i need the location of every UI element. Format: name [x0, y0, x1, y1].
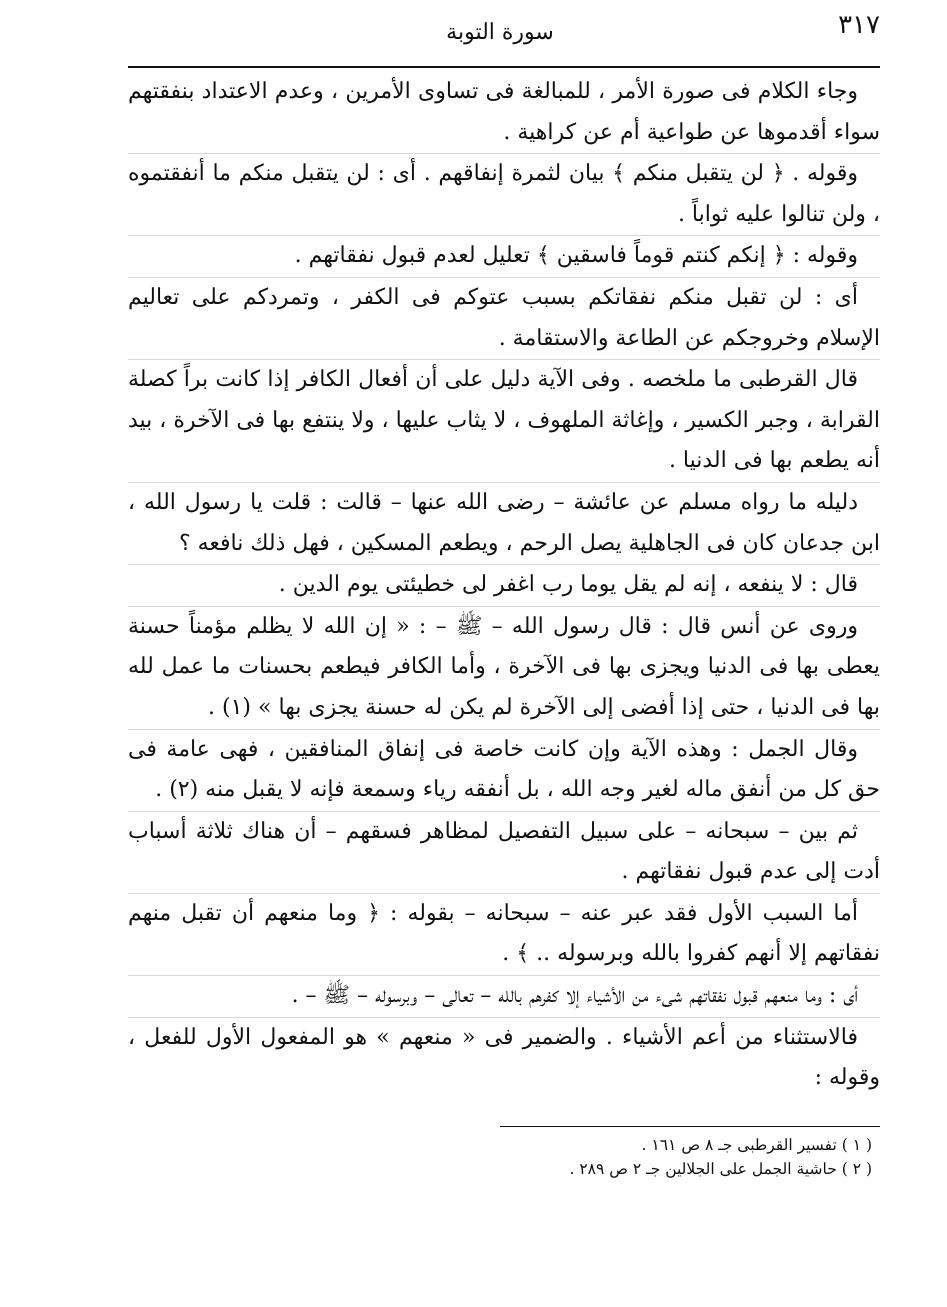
- paragraph: وجاء الكلام فى صورة الأمر ، للمبالغة فى تساوى الأمرين ، وعدم الاعتداد بنفقتهم سواء أقدموها عن طواعية أم عن كراهية .: [128, 79, 880, 145]
- paragraph: قال القرطبى ما ملخصه . وفى الآية دليل على أن أفعال الكافر إذا كانت براً كصلة القرابة ، وجبر الكسير ، وإغاثة الملهوف ، لا يثاب عليها ، ولا ينتفع بها فى الآخرة ، بيد أنه يطعم بها فى الدنيا .: [128, 359, 880, 482]
- footnote-rule: [500, 1126, 880, 1127]
- footnotes: [380, 1133, 880, 1181]
- paragraph: دليله ما رواه مسلم عن عائشة – رضى الله عنها – قالت : قلت يا رسول الله ، ابن جدعان كان فى الجاهلية يصل الرحم ، ويطعم المسكين ، فهل ذلك نافعه ؟: [128, 482, 880, 564]
- main-text: [128, 72, 880, 1099]
- paragraph: وقوله . ﴿ لن يتقبل منكم ﴾ بيان لثمرة إنفاقهم . أى : لن يتقبل منكم ما أنفقتموه ، ولن تنالوا عليه ثواباً .: [128, 153, 880, 235]
- paragraph: قال : لا ينفعه ، إنه لم يقل يوما رب اغفر لى خطيئتى يوم الدين .: [128, 564, 880, 606]
- running-title: سورة التوبة: [446, 20, 554, 45]
- paragraph: وروى عن أنس قال : قال رسول الله – ﷺ – : « إن الله لا يظلم مؤمناً حسنة يعطى بها فى الدنيا ويجزى بها فى الآخرة ، وأما الكافر فيطعم بحسنات ما عمل لله بها فى الدنيا ، حتى إذا أفضى إلى الآخرة لم يكن له حسنة يجزى بها » (١) .: [128, 606, 880, 729]
- paragraph: فالاستثناء من أعم الأشياء . والضمير فى « منعهم » هو المفعول الأول للفعل ، وقوله :: [128, 1017, 880, 1099]
- header-rule: [128, 66, 880, 68]
- footnote-2: ( ٢ ) حاشية الجمل على الجلالين جـ ٢ ص ٢٨٩ .: [569, 1160, 872, 1178]
- page-header: [120, 8, 880, 64]
- page-number: ٣١٧: [838, 10, 880, 40]
- paragraph: أى : وما منعهم قبول نفقاتهم شىء من الأشياء إلا كفرهم بالله – تعالى – وبرسوله – ﷺ – .: [128, 975, 880, 1017]
- paragraph: وقال الجمل : وهذه الآية وإن كانت خاصة فى إنفاق المنافقين ، فهى عامة فى حق كل من أنفق ماله لغير وجه الله ، بل أنفقه رياء وسمعة فإنه لا يقبل منه (٢) .: [128, 729, 880, 811]
- paragraph: أما السبب الأول فقد عبر عنه – سبحانه – بقوله : ﴿ وما منعهم أن تقبل منهم نفقاتهم إلا أنهم كفروا بالله وبرسوله .. ﴾ .: [128, 893, 880, 975]
- paragraph: ثم بين – سبحانه – على سبيل التفصيل لمظاهر فسقهم – أن هناك ثلاثة أسباب أدت إلى عدم قبول نفقاتهم .: [128, 811, 880, 893]
- paragraph: أى : لن تقبل منكم نفقاتكم بسبب عتوكم فى الكفر ، وتمردكم على تعاليم الإسلام وخروجكم عن الطاعة والاستقامة .: [128, 277, 880, 359]
- paragraph: وقوله : ﴿ إنكم كنتم قوماً فاسقين ﴾ تعليل لعدم قبول نفقاتهم .: [128, 235, 880, 277]
- footnote-1: ( ١ ) تفسير القرطبى جـ ٨ ص ١٦١ .: [641, 1136, 872, 1154]
